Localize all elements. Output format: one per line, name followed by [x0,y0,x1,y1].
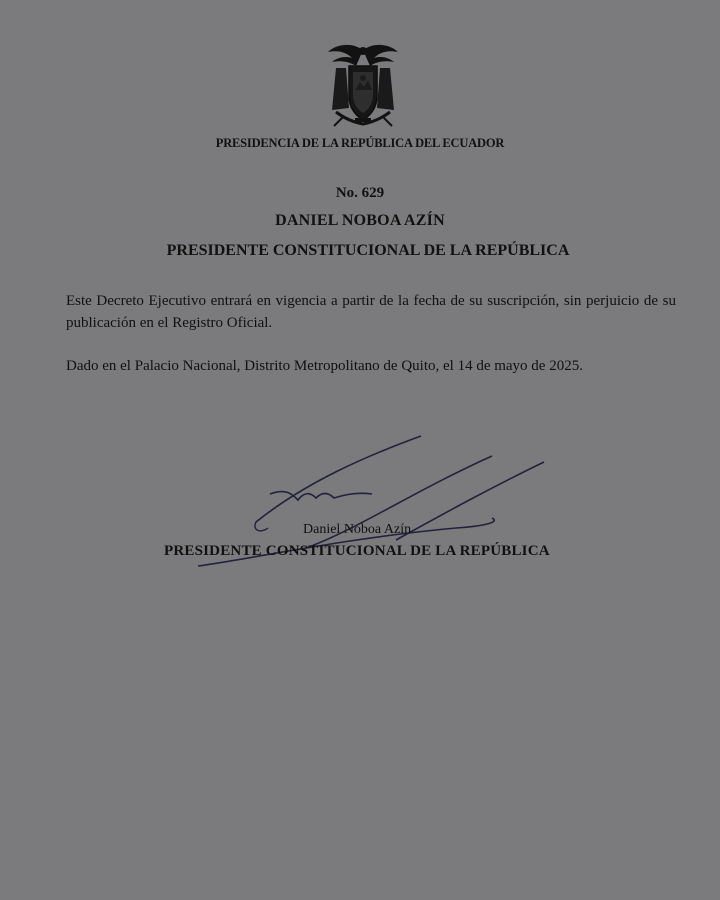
decree-number: No. 629 [335,185,385,201]
signer-name: Daniel Noboa Azín [303,522,412,537]
issuer-heading: PRESIDENCIA DE LA REPÚBLICA DEL ECUADOR [215,136,505,150]
president-title: PRESIDENTE CONSTITUCIONAL DE LA REPÚBLICA [166,242,570,259]
signer-title: PRESIDENTE CONSTITUCIONAL DE LA REPÚBLICA [164,543,550,559]
body-paragraph-effective: Este Decreto Ejecutivo entrará en vigencia a partir de la fecha de su suscripción, sin perjuicio de su publicación en el Registro Oficial. [66,293,676,331]
coat-of-arms-icon [322,38,404,130]
body-paragraph-given: Dado en el Palacio Nacional, Distrito Metropolitano de Quito, el 14 de mayo de 2025. [66,358,583,374]
president-name: DANIEL NOBOA AZÍN [275,212,445,229]
